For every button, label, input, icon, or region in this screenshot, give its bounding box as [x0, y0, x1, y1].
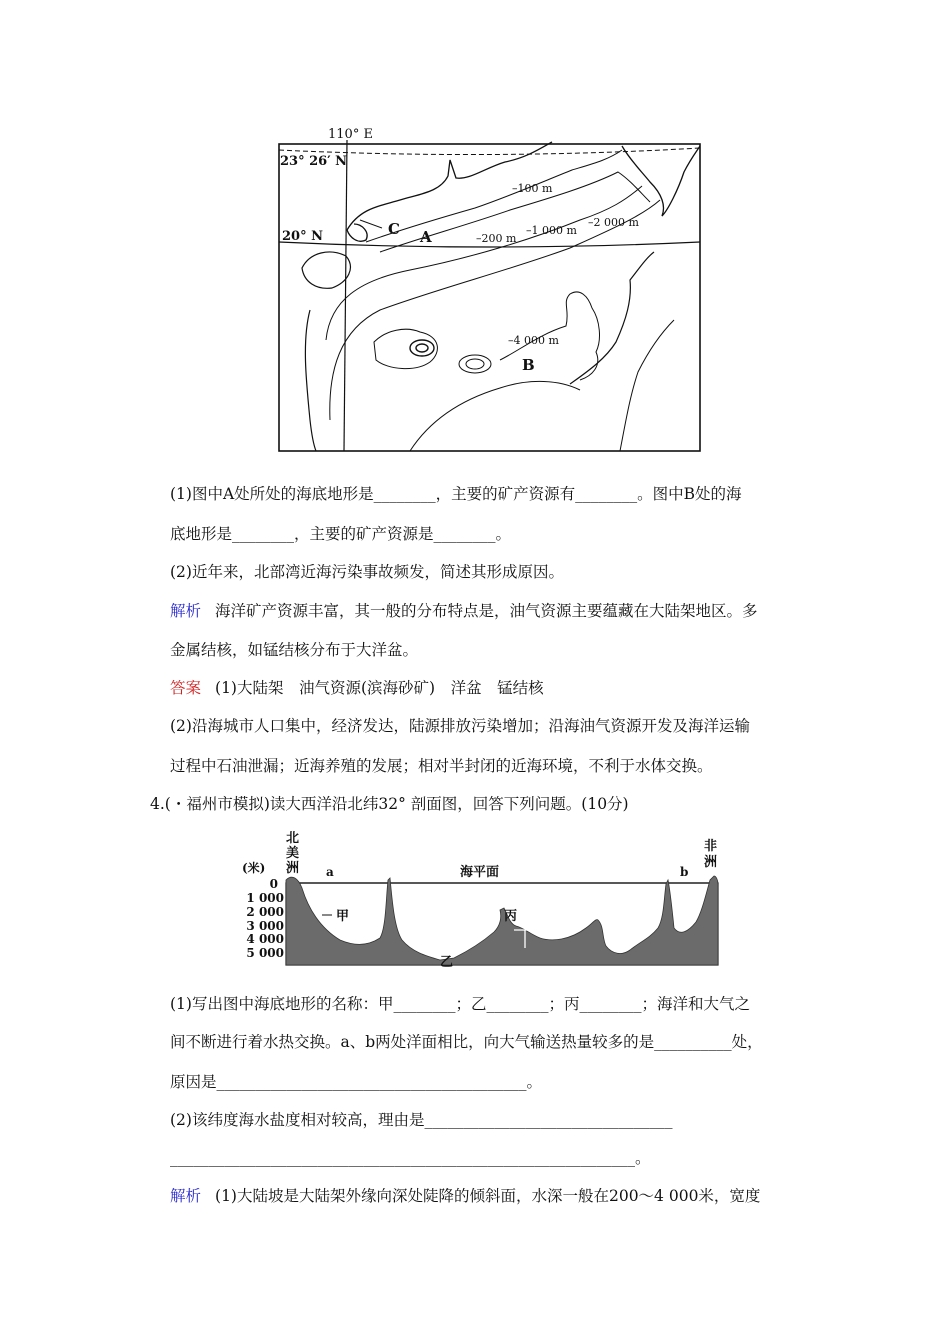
point-b-label: B	[522, 356, 535, 374]
north-america-char-2: 美	[286, 846, 300, 861]
label-yi: 乙	[440, 955, 454, 968]
q4-title: 4.(・福州市模拟)读大西洋沿北纬32° 剖面图，回答下列问题。(10分)	[150, 795, 629, 813]
q4-part2-line1: (2)该纬度海水盐度相对较高，理由是________________________________	[170, 1111, 673, 1129]
lat1-label: 23° 26′ N	[280, 154, 348, 169]
depth-label-4000: 4 000	[246, 932, 284, 946]
q3-part2: (2)近年来，北部湾近海污染事故频发，简述其形成原因。	[170, 563, 564, 581]
answer-text: (1)大陆架 油气资源(滨海砂矿) 洋盆 锰结核	[215, 679, 544, 697]
africa-char-1: 非	[704, 839, 718, 854]
contour-2000-label: –2 000 m	[588, 216, 639, 229]
contour-4000-label: –4 000 m	[508, 334, 559, 347]
q4-analysis-line1	[170, 1186, 760, 1206]
north-america-char-3: 洲	[286, 861, 300, 876]
contour-100-label: –100 m	[512, 182, 553, 195]
lon-label: 110° E	[328, 127, 373, 142]
label-a: a	[326, 865, 334, 879]
depth-label-5000: 5 000	[246, 946, 284, 960]
q4-part1-line3: 原因是________________________________________。	[170, 1073, 543, 1091]
lat2-label: 20° N	[282, 229, 323, 244]
q4-part1-line2: 间不断进行着水热交换。a、b两处洋面相比，向大气输送热量较多的是__________处，	[170, 1033, 763, 1051]
analysis-tag: 解析	[170, 602, 202, 620]
q4-part1-line1: (1)写出图中海底地形的名称：甲________；乙________；丙________；海洋和大气之	[170, 995, 750, 1013]
answer-tag: 答案	[170, 679, 202, 697]
q4-part2-line2: ____________________________________________________________。	[170, 1149, 651, 1167]
q4-analysis-text: (1)大陆坡是大陆架外缘向深处陡降的倾斜面，水深一般在200～4 000米，宽度	[215, 1187, 761, 1205]
label-b: b	[680, 865, 689, 879]
q3-part1-line1: (1)图中A处所处的海底地形是________，主要的矿产资源有________。图中B处的海	[170, 485, 742, 503]
analysis-text: 海洋矿产资源丰富，其一般的分布特点是，油气资源主要蕴藏在大陆架地区。多	[215, 602, 758, 620]
depth-label-0: 0	[269, 877, 278, 891]
q3-answer-line3: 过程中石油泄漏；近海养殖的发展；相对半封闭的近海环境，不利于水体交换。	[170, 757, 713, 775]
sea-level-label: 海平面	[460, 865, 500, 880]
depth-label-3000: 3 000	[246, 919, 284, 933]
point-a-label: A	[420, 228, 432, 246]
q4-analysis-tag: 解析	[170, 1187, 202, 1205]
q3-answer-line1	[170, 678, 544, 698]
unit-label: (米)	[242, 861, 266, 875]
q3-analysis-line1	[170, 601, 758, 621]
contour-1000-label: –1 000 m	[526, 224, 577, 237]
seafloor-contour-map	[270, 120, 710, 455]
depth-label-2000: 2 000	[246, 905, 284, 919]
q3-analysis-line2: 金属结核，如锰结核分布于大洋盆。	[170, 641, 419, 659]
depth-label-1000: 1 000	[246, 891, 284, 905]
point-c-label: C	[388, 220, 400, 238]
label-jia: 甲	[336, 909, 350, 924]
north-america-char-1: 北	[286, 831, 300, 846]
depth-axis	[246, 877, 284, 960]
contour-200-label: –200 m	[476, 232, 517, 245]
q3-answer-line2: (2)沿海城市人口集中，经济发达，陆源排放污染增加；沿海油气资源开发及海洋运输	[170, 717, 750, 735]
africa-char-2: 洲	[704, 855, 718, 870]
atlantic-profile-diagram	[240, 828, 730, 968]
label-bing: 丙	[504, 909, 518, 924]
q3-part1-line2: 底地形是________，主要的矿产资源是________。	[170, 525, 512, 543]
